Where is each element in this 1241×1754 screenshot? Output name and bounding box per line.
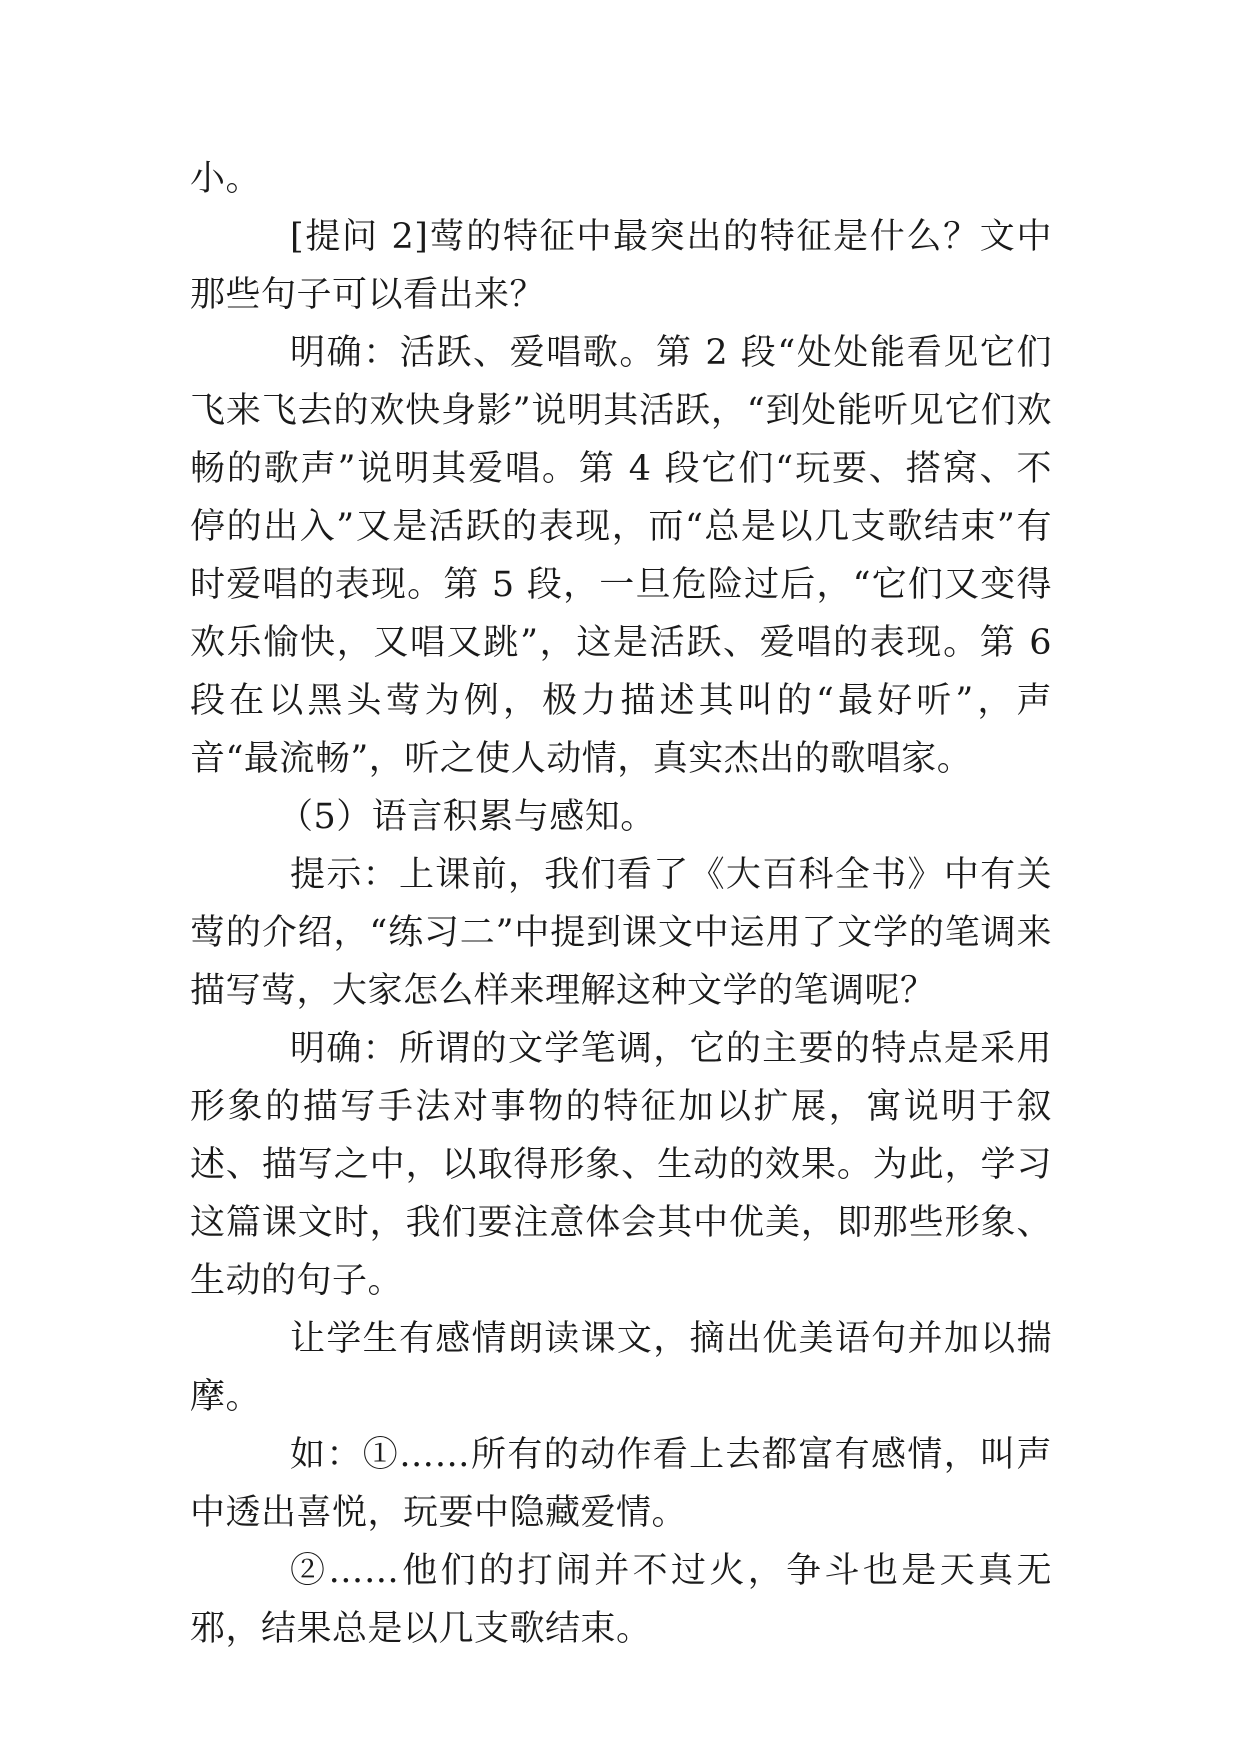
document-page [190,150,1052,1658]
paragraph-continuation: 小。 [190,159,262,199]
paragraph-answer-1: 明确：活跃、爱唱歌。第 2 段“处处能看见它们飞来飞去的欢快身影”说明其活跃，“到处能听见它们欢畅的歌声”说明其爱唱。第 4 段它们“玩要、搭窝、不停的出入”又是活跃的表现，而“总是以几支歌结束”有时爱唱的表现。第 5 段，一旦危险过后，“它们又变得欢乐愉快，又唱又跳”，这是活跃、爱唱的表现。第 6 段在以黑头莺为例，极力描述其叫的“最好听”，声音“最流畅”，听之使人动情，真实杰出的歌唱家。 [190,333,1052,779]
paragraph-example-1: 如：①……所有的动作看上去都富有感情，叫声中透出喜悦，玩要中隐藏爱情。 [190,1435,1052,1533]
paragraph-example-2: ②……他们的打闹并不过火，争斗也是天真无邪，结果总是以几支歌结束。 [190,1551,1052,1649]
paragraph-instruction: 让学生有感情朗读课文，摘出优美语句并加以揣摩。 [190,1319,1052,1417]
paragraph-section-5-heading: （5）语言积累与感知。 [278,797,656,837]
paragraph-answer-2: 明确：所谓的文学笔调，它的主要的特点是采用形象的描写手法对事物的特征加以扩展，寓说明于叙述、描写之中，以取得形象、生动的效果。为此，学习这篇课文时，我们要注意体会其中优美，即那些形象、生动的句子。 [190,1029,1052,1301]
paragraph-hint: 提示：上课前，我们看了《大百科全书》中有关莺的介绍，“练习二”中提到课文中运用了文学的笔调来描写莺，大家怎么样来理解这种文学的笔调呢？ [190,855,1052,1011]
paragraph-question-2: [提问 2]莺的特征中最突出的特征是什么？文中那些句子可以看出来？ [190,217,1052,315]
